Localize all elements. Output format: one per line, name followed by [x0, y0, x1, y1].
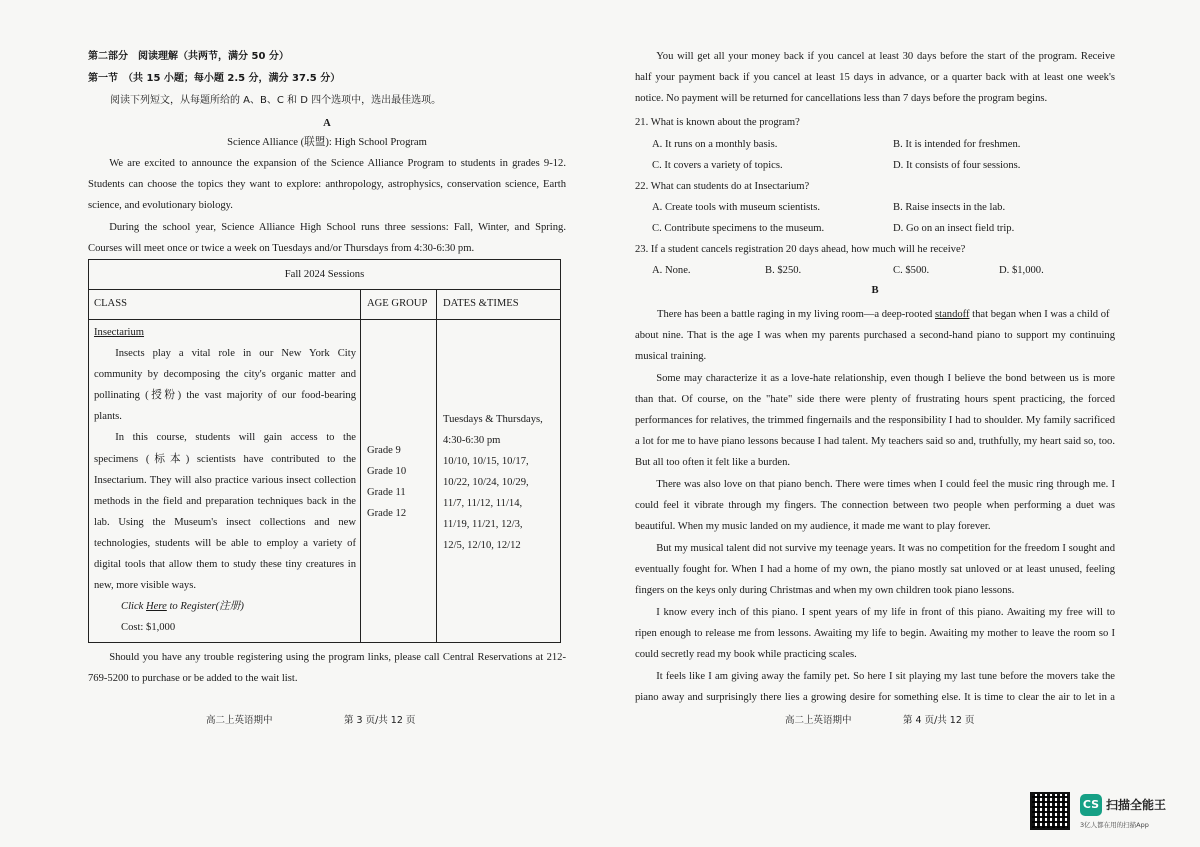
b-para4-line1: But my musical talent did not survive my teenage years. It was no competition for the freedom I sought and [656, 543, 1115, 554]
question-21-stem: 21. What is known about the program? [635, 117, 800, 128]
dates-line: 4:30-6:30 pm [443, 435, 501, 446]
dates-line: 10/10, 10/15, 10/17, [443, 456, 529, 467]
class-desc-line: community by decomposing the city's organic matter and [94, 369, 356, 380]
b-para2-line5: But all too often it felt like a burden. [635, 457, 791, 468]
question-23-option-d: D. $1,000. [999, 265, 1044, 276]
passage-label-a: A [323, 118, 331, 129]
question-23-option-c: C. $500. [893, 265, 930, 276]
b-para5-line1: I know every inch of this piano. I spent years of my life in front of this piano. Awaiting my free will to [656, 607, 1115, 618]
refund-line3: notice. No payment will be returned for cancellations less than 7 days before the program begins. [635, 93, 1048, 104]
grade-item: Grade 9 [367, 445, 401, 456]
para1-line3: science, and evolutionary biology. [88, 200, 233, 211]
class-desc-line: technologies, students will be able to employ a variety of [94, 538, 356, 549]
question-21-option-a: A. It runs on a monthly basis. [652, 139, 778, 150]
watermark-tagline: 3亿人都在用的扫描App [1080, 821, 1149, 829]
question-23-option-a: A. None. [652, 265, 691, 276]
class-desc-line: pollinating (授粉) the vast majority of our food-bearing [94, 390, 356, 401]
scanner-watermark [1030, 792, 1180, 832]
para1-line2: Students can choose the topics they want to explore: anthropology, astrophysics, conservation science, Earth [88, 179, 566, 190]
para2-line1: During the school year, Science Alliance High School runs three sessions: Fall, Winter, and Spring. [109, 222, 566, 233]
dates-line: 12/5, 12/10, 12/12 [443, 540, 521, 551]
b-para1-line2: about nine. That is the age I was when my parents purchased a second-hand piano to support my continuing [635, 330, 1115, 341]
header-class: CLASS [94, 298, 127, 309]
instruction: 阅读下列短文，从每题所给的 A、B、C 和 D 四个选项中，选出最佳选项。 [110, 95, 442, 106]
header-dates-times: DATES &TIMES [443, 298, 519, 309]
header-age-group: AGE GROUP [367, 298, 428, 309]
b-para4-line2: eventually fought for. When I had a home of my own, the piano mostly sat unloved or at least unused, feeling [635, 564, 1115, 575]
class-desc-line: Insectarium. They will also practice various insect collection [94, 475, 356, 486]
b-para3-line2: could feel it vibrate through my fingers. The connection between two people when performing a duet was [635, 500, 1115, 511]
table-caption: Fall 2024 Sessions [284, 269, 365, 280]
para1-line1: We are excited to announce the expansion of the Science Alliance Program to students in grades 9-12. [109, 158, 566, 169]
question-22-option-d: D. Go on an insect field trip. [893, 223, 1015, 234]
b-para1-line3: musical training. [635, 351, 707, 362]
part-heading: 第二部分 阅读理解（共两节，满分 50 分） [88, 51, 289, 62]
b-para2-line1: Some may characterize it as a love-hate relationship, even though I believe the bond between us is more [656, 373, 1115, 384]
grade-item: Grade 10 [367, 466, 407, 477]
register-link[interactable]: Here [146, 601, 167, 612]
b-para6-line1: It feels like I am giving away the family pet. So here I sit playing my last tune before the movers take the [656, 671, 1115, 682]
b-para6-line2: piano away and surprisingly there lies a growing desire for something else. It is time to clear the air to let in a [635, 692, 1115, 703]
footer-page: 第 3 页/共 12 页 [344, 715, 416, 726]
dates-line: 11/19, 11/21, 12/3, [443, 519, 523, 530]
grade-item: Grade 12 [367, 508, 407, 519]
question-22-option-a: A. Create tools with museum scientists. [652, 202, 821, 213]
footer-exam: 高二上英语期中 [206, 715, 273, 726]
b-para3-line3: beautiful. When my music landed on my audience, it made me want to play forever. [635, 521, 991, 532]
refund-line1: You will get all your money back if you cancel at least 30 days before the start of the program. Receive [656, 51, 1115, 62]
b-para2-line2: than that. Of course, on the "hate" side there were plenty of frustrating hours spent practicing, the forced [635, 394, 1115, 405]
class-desc-line: In this course, students will gain access to the [115, 432, 356, 443]
b-para2-line3: performances for relatives, the trimmed fingernails and the responsibility I had to shoulder. My family sacrificed [635, 415, 1115, 426]
question-23-stem: 23. If a student cancels registration 20 days ahead, how much will he receive? [635, 244, 966, 255]
after-table-line2: 769-5200 to purchase or be added to the wait list. [88, 673, 298, 684]
standoff-word: standoff [935, 309, 970, 320]
refund-line2: half your payment back if you cancel at least 15 days in advance, or a quarter back with at least one week's [635, 72, 1115, 83]
class-desc-line: plants. [94, 411, 122, 422]
qr-code-icon [1030, 792, 1070, 830]
passage-label-b: B [871, 285, 879, 296]
section-heading: 第一节 （共 15 小题；每小题 2.5 分，满分 37.5 分） [88, 73, 341, 84]
b-para1-line1: There has been a battle raging in my living room—a deep-rooted standoff that began when I was a child of [657, 309, 1110, 320]
question-21-option-c: C. It covers a variety of topics. [652, 160, 783, 171]
b-para2-line4: a lot for me to have piano lessons because I had talent. My teachers said so and, truthfully, my heart said so, too. [635, 436, 1115, 447]
b-para4-line3: fingers on the keys only during Christmas and when my own children took piano lessons. [635, 585, 1015, 596]
para2-line2: Courses will meet once or twice a week on Tuesdays and/or Thursdays from 4:30-6:30 pm. [88, 243, 475, 254]
camscanner-logo-icon: CS [1080, 794, 1102, 816]
footer-exam: 高二上英语期中 [785, 715, 852, 726]
class-desc-line: new, more visible ways. [94, 580, 196, 591]
after-table-line1: Should you have any trouble registering using the program links, please call Central Reservations at 212- [109, 652, 566, 663]
class-desc-line: lab. Using the Museum's insect collections and new [94, 517, 356, 528]
register-line: Click Here to Register(注册) [121, 601, 244, 612]
watermark-brand: 扫描全能王 [1106, 798, 1167, 812]
b-para3-line1: There was also love on that piano bench. There were times when I could feel the music ring through me. I [656, 479, 1115, 490]
class-desc-line: Insects play a vital role in our New York City [115, 348, 356, 359]
b-para5-line3: could secretly read my book while practicing scales. [635, 649, 857, 660]
question-22-stem: 22. What can students do at Insectarium? [635, 181, 810, 192]
class-desc-line: methods in the field and preparation techniques back in the [94, 496, 356, 507]
dates-line: Tuesdays & Thursdays, [443, 414, 543, 425]
question-21-option-b: B. It is intended for freshmen. [893, 139, 1021, 150]
class-name: Insectarium [94, 327, 145, 338]
footer-page: 第 4 页/共 12 页 [903, 715, 975, 726]
question-21-option-d: D. It consists of four sessions. [893, 160, 1021, 171]
sessions-table [88, 259, 561, 643]
grade-item: Grade 11 [367, 487, 406, 498]
dates-line: 10/22, 10/24, 10/29, [443, 477, 529, 488]
cost: Cost: $1,000 [121, 622, 176, 633]
class-desc-line: specimens (标本) scientists have contributed to the [94, 454, 356, 465]
question-22-option-b: B. Raise insects in the lab. [893, 202, 1006, 213]
passage-title: Science Alliance (联盟): High School Program [227, 137, 427, 148]
class-desc-line: digital tools that allow them to study these tiny creatures in [94, 559, 356, 570]
dates-line: 11/7, 11/12, 11/14, [443, 498, 523, 509]
question-23-option-b: B. $250. [765, 265, 802, 276]
question-22-option-c: C. Contribute specimens to the museum. [652, 223, 825, 234]
b-para5-line2: ripen enough to release me from lessons. Awaiting my life to begin. Awaiting my mother to leave the room so I [635, 628, 1115, 639]
